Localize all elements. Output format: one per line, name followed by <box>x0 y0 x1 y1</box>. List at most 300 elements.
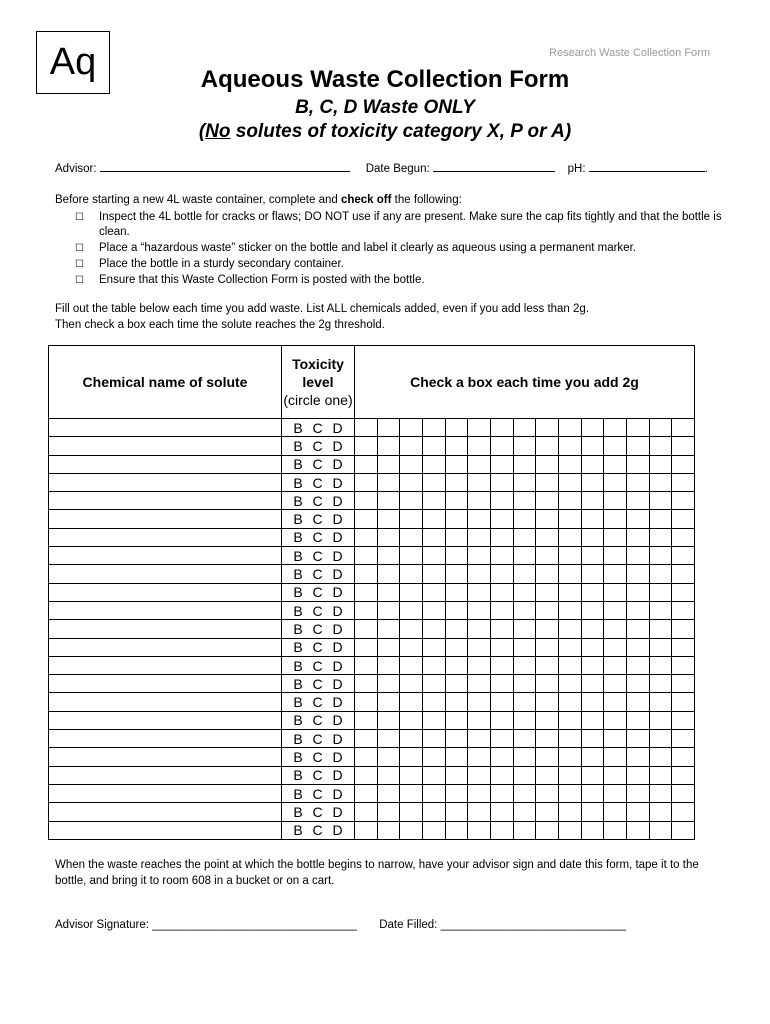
check-box-cell[interactable] <box>468 638 491 656</box>
check-box-cell[interactable] <box>558 730 581 748</box>
check-box-cell[interactable] <box>490 675 513 693</box>
check-box-cell[interactable] <box>581 675 604 693</box>
check-box-cell[interactable] <box>536 419 559 437</box>
toxicity-options-cell[interactable]: B C D <box>282 784 355 802</box>
check-box-cell[interactable] <box>672 620 695 638</box>
check-box-cell[interactable] <box>422 601 445 619</box>
check-box-cell[interactable] <box>558 784 581 802</box>
check-box-cell[interactable] <box>536 510 559 528</box>
check-box-cell[interactable] <box>422 730 445 748</box>
check-box-cell[interactable] <box>626 803 649 821</box>
check-box-cell[interactable] <box>649 638 672 656</box>
check-box-cell[interactable] <box>513 620 536 638</box>
check-box-cell[interactable] <box>513 565 536 583</box>
check-box-cell[interactable] <box>468 510 491 528</box>
check-box-cell[interactable] <box>490 821 513 839</box>
check-box-cell[interactable] <box>626 748 649 766</box>
check-box-cell[interactable] <box>422 583 445 601</box>
check-box-cell[interactable] <box>400 583 423 601</box>
toxicity-options-cell[interactable]: B C D <box>282 437 355 455</box>
check-box-cell[interactable] <box>377 656 400 674</box>
check-box-cell[interactable] <box>468 583 491 601</box>
check-box-cell[interactable] <box>581 473 604 491</box>
check-box-cell[interactable] <box>355 693 378 711</box>
toxicity-options-cell[interactable]: B C D <box>282 821 355 839</box>
check-box-cell[interactable] <box>581 638 604 656</box>
chemical-name-cell[interactable] <box>49 565 282 583</box>
chemical-name-cell[interactable] <box>49 620 282 638</box>
chemical-name-cell[interactable] <box>49 547 282 565</box>
chemical-name-cell[interactable] <box>49 638 282 656</box>
check-box-cell[interactable] <box>445 675 468 693</box>
toxicity-options-cell[interactable]: B C D <box>282 675 355 693</box>
check-box-cell[interactable] <box>604 437 627 455</box>
check-box-cell[interactable] <box>649 528 672 546</box>
check-box-cell[interactable] <box>377 730 400 748</box>
check-box-cell[interactable] <box>626 638 649 656</box>
check-box-cell[interactable] <box>355 528 378 546</box>
check-box-cell[interactable] <box>558 638 581 656</box>
check-box-cell[interactable] <box>536 656 559 674</box>
check-box-cell[interactable] <box>536 730 559 748</box>
check-box-cell[interactable] <box>355 473 378 491</box>
chemical-name-cell[interactable] <box>49 693 282 711</box>
toxicity-options-cell[interactable]: B C D <box>282 492 355 510</box>
check-box-cell[interactable] <box>445 547 468 565</box>
check-box-cell[interactable] <box>558 583 581 601</box>
check-box-cell[interactable] <box>445 419 468 437</box>
check-box-cell[interactable] <box>604 601 627 619</box>
check-box-cell[interactable] <box>536 547 559 565</box>
check-box-cell[interactable] <box>581 437 604 455</box>
check-box-cell[interactable] <box>536 766 559 784</box>
check-box-cell[interactable] <box>400 510 423 528</box>
check-box-cell[interactable] <box>558 821 581 839</box>
check-box-cell[interactable] <box>422 620 445 638</box>
check-box-cell[interactable] <box>581 510 604 528</box>
check-box-cell[interactable] <box>626 547 649 565</box>
check-box-cell[interactable] <box>626 601 649 619</box>
check-box-cell[interactable] <box>377 821 400 839</box>
check-box-cell[interactable] <box>672 656 695 674</box>
check-box-cell[interactable] <box>672 473 695 491</box>
check-box-cell[interactable] <box>445 455 468 473</box>
check-box-cell[interactable] <box>400 473 423 491</box>
chemical-name-cell[interactable] <box>49 784 282 802</box>
check-box-cell[interactable] <box>581 601 604 619</box>
check-box-cell[interactable] <box>649 437 672 455</box>
toxicity-options-cell[interactable]: B C D <box>282 510 355 528</box>
check-box-cell[interactable] <box>468 419 491 437</box>
chemical-name-cell[interactable] <box>49 803 282 821</box>
check-box-cell[interactable] <box>626 620 649 638</box>
toxicity-options-cell[interactable]: B C D <box>282 455 355 473</box>
check-box-cell[interactable] <box>513 711 536 729</box>
check-box-cell[interactable] <box>422 821 445 839</box>
check-box-cell[interactable] <box>422 748 445 766</box>
check-box-cell[interactable] <box>355 766 378 784</box>
chemical-name-cell[interactable] <box>49 601 282 619</box>
check-box-cell[interactable] <box>377 565 400 583</box>
check-box-cell[interactable] <box>490 437 513 455</box>
check-box-cell[interactable] <box>400 565 423 583</box>
check-box-cell[interactable] <box>400 547 423 565</box>
check-box-cell[interactable] <box>581 766 604 784</box>
chemical-name-cell[interactable] <box>49 510 282 528</box>
check-box-cell[interactable] <box>513 547 536 565</box>
check-box-cell[interactable] <box>377 492 400 510</box>
check-box-cell[interactable] <box>513 583 536 601</box>
check-box-cell[interactable] <box>377 601 400 619</box>
check-box-cell[interactable] <box>468 547 491 565</box>
check-box-cell[interactable] <box>626 473 649 491</box>
check-box-cell[interactable] <box>490 711 513 729</box>
check-box-cell[interactable] <box>355 803 378 821</box>
check-box-cell[interactable] <box>490 803 513 821</box>
check-box-cell[interactable] <box>558 455 581 473</box>
check-box-cell[interactable] <box>400 675 423 693</box>
check-box-cell[interactable] <box>513 492 536 510</box>
check-box-cell[interactable] <box>445 565 468 583</box>
check-box-cell[interactable] <box>513 455 536 473</box>
check-box-cell[interactable] <box>468 455 491 473</box>
ph-field[interactable] <box>589 161 705 172</box>
check-box-cell[interactable] <box>400 638 423 656</box>
check-box-cell[interactable] <box>604 748 627 766</box>
check-box-cell[interactable] <box>355 455 378 473</box>
check-box-cell[interactable] <box>513 638 536 656</box>
check-box-cell[interactable] <box>581 730 604 748</box>
check-box-cell[interactable] <box>558 547 581 565</box>
check-box-cell[interactable] <box>422 766 445 784</box>
check-box-cell[interactable] <box>536 492 559 510</box>
check-box-cell[interactable] <box>626 693 649 711</box>
check-box-cell[interactable] <box>400 601 423 619</box>
check-box-cell[interactable] <box>400 693 423 711</box>
check-box-cell[interactable] <box>355 583 378 601</box>
check-box-cell[interactable] <box>536 583 559 601</box>
toxicity-options-cell[interactable]: B C D <box>282 419 355 437</box>
check-box-cell[interactable] <box>672 693 695 711</box>
check-box-cell[interactable] <box>422 711 445 729</box>
date-begun-field[interactable] <box>433 161 555 172</box>
check-box-cell[interactable] <box>377 455 400 473</box>
check-box-cell[interactable] <box>513 473 536 491</box>
check-box-cell[interactable] <box>649 693 672 711</box>
check-box-cell[interactable] <box>400 492 423 510</box>
check-box-cell[interactable] <box>626 528 649 546</box>
check-box-cell[interactable] <box>626 419 649 437</box>
checkbox-icon[interactable]: ☐ <box>75 275 84 286</box>
checkbox-icon[interactable]: ☐ <box>75 259 84 270</box>
check-box-cell[interactable] <box>400 784 423 802</box>
check-box-cell[interactable] <box>581 620 604 638</box>
check-box-cell[interactable] <box>581 547 604 565</box>
chemical-name-cell[interactable] <box>49 473 282 491</box>
check-box-cell[interactable] <box>490 638 513 656</box>
check-box-cell[interactable] <box>445 510 468 528</box>
check-box-cell[interactable] <box>672 803 695 821</box>
check-box-cell[interactable] <box>355 565 378 583</box>
check-box-cell[interactable] <box>649 803 672 821</box>
chemical-name-cell[interactable] <box>49 492 282 510</box>
check-box-cell[interactable] <box>626 455 649 473</box>
check-box-cell[interactable] <box>355 784 378 802</box>
check-box-cell[interactable] <box>581 803 604 821</box>
chemical-name-cell[interactable] <box>49 583 282 601</box>
check-box-cell[interactable] <box>672 730 695 748</box>
check-box-cell[interactable] <box>377 473 400 491</box>
check-box-cell[interactable] <box>355 748 378 766</box>
check-box-cell[interactable] <box>558 766 581 784</box>
check-box-cell[interactable] <box>672 675 695 693</box>
check-box-cell[interactable] <box>649 711 672 729</box>
check-box-cell[interactable] <box>513 675 536 693</box>
toxicity-options-cell[interactable]: B C D <box>282 711 355 729</box>
check-box-cell[interactable] <box>468 656 491 674</box>
check-box-cell[interactable] <box>626 784 649 802</box>
check-box-cell[interactable] <box>672 437 695 455</box>
check-box-cell[interactable] <box>513 748 536 766</box>
check-box-cell[interactable] <box>377 693 400 711</box>
check-box-cell[interactable] <box>445 711 468 729</box>
check-box-cell[interactable] <box>377 748 400 766</box>
check-box-cell[interactable] <box>626 437 649 455</box>
check-box-cell[interactable] <box>672 547 695 565</box>
check-box-cell[interactable] <box>604 693 627 711</box>
check-box-cell[interactable] <box>468 620 491 638</box>
toxicity-options-cell[interactable]: B C D <box>282 601 355 619</box>
check-box-cell[interactable] <box>672 492 695 510</box>
check-box-cell[interactable] <box>604 675 627 693</box>
chemical-name-cell[interactable] <box>49 455 282 473</box>
check-box-cell[interactable] <box>445 821 468 839</box>
check-box-cell[interactable] <box>377 510 400 528</box>
toxicity-options-cell[interactable]: B C D <box>282 638 355 656</box>
check-box-cell[interactable] <box>355 419 378 437</box>
check-box-cell[interactable] <box>468 821 491 839</box>
check-box-cell[interactable] <box>536 528 559 546</box>
check-box-cell[interactable] <box>604 766 627 784</box>
check-box-cell[interactable] <box>422 675 445 693</box>
check-box-cell[interactable] <box>490 419 513 437</box>
check-box-cell[interactable] <box>490 547 513 565</box>
check-box-cell[interactable] <box>649 601 672 619</box>
check-box-cell[interactable] <box>581 419 604 437</box>
check-box-cell[interactable] <box>445 473 468 491</box>
check-box-cell[interactable] <box>422 528 445 546</box>
check-box-cell[interactable] <box>536 784 559 802</box>
check-box-cell[interactable] <box>422 693 445 711</box>
check-box-cell[interactable] <box>513 528 536 546</box>
check-box-cell[interactable] <box>558 693 581 711</box>
check-box-cell[interactable] <box>604 565 627 583</box>
check-box-cell[interactable] <box>377 583 400 601</box>
check-box-cell[interactable] <box>377 528 400 546</box>
check-box-cell[interactable] <box>536 473 559 491</box>
check-box-cell[interactable] <box>604 638 627 656</box>
signature-field[interactable]: ________________________________ <box>152 919 357 931</box>
date-filled-field[interactable]: _____________________________ <box>440 919 627 931</box>
check-box-cell[interactable] <box>422 638 445 656</box>
check-box-cell[interactable] <box>604 583 627 601</box>
check-box-cell[interactable] <box>400 730 423 748</box>
check-box-cell[interactable] <box>536 693 559 711</box>
check-box-cell[interactable] <box>468 675 491 693</box>
check-box-cell[interactable] <box>513 419 536 437</box>
toxicity-options-cell[interactable]: B C D <box>282 748 355 766</box>
check-box-cell[interactable] <box>355 656 378 674</box>
check-box-cell[interactable] <box>672 510 695 528</box>
check-box-cell[interactable] <box>400 437 423 455</box>
check-box-cell[interactable] <box>558 675 581 693</box>
check-box-cell[interactable] <box>626 675 649 693</box>
checkbox-icon[interactable]: ☐ <box>75 212 84 223</box>
check-box-cell[interactable] <box>626 766 649 784</box>
check-box-cell[interactable] <box>355 638 378 656</box>
check-box-cell[interactable] <box>445 693 468 711</box>
check-box-cell[interactable] <box>558 601 581 619</box>
check-box-cell[interactable] <box>604 821 627 839</box>
check-box-cell[interactable] <box>581 528 604 546</box>
check-box-cell[interactable] <box>558 419 581 437</box>
check-box-cell[interactable] <box>355 601 378 619</box>
check-box-cell[interactable] <box>649 583 672 601</box>
chemical-name-cell[interactable] <box>49 711 282 729</box>
check-box-cell[interactable] <box>422 784 445 802</box>
check-box-cell[interactable] <box>422 492 445 510</box>
check-box-cell[interactable] <box>400 821 423 839</box>
check-box-cell[interactable] <box>422 547 445 565</box>
check-box-cell[interactable] <box>400 656 423 674</box>
check-box-cell[interactable] <box>377 419 400 437</box>
check-box-cell[interactable] <box>558 748 581 766</box>
check-box-cell[interactable] <box>604 656 627 674</box>
check-box-cell[interactable] <box>445 730 468 748</box>
check-box-cell[interactable] <box>604 528 627 546</box>
check-box-cell[interactable] <box>468 784 491 802</box>
check-box-cell[interactable] <box>377 711 400 729</box>
chemical-name-cell[interactable] <box>49 748 282 766</box>
check-box-cell[interactable] <box>604 419 627 437</box>
check-box-cell[interactable] <box>649 748 672 766</box>
check-box-cell[interactable] <box>355 437 378 455</box>
check-box-cell[interactable] <box>626 656 649 674</box>
check-box-cell[interactable] <box>604 711 627 729</box>
check-box-cell[interactable] <box>672 748 695 766</box>
chemical-name-cell[interactable] <box>49 437 282 455</box>
check-box-cell[interactable] <box>672 638 695 656</box>
check-box-cell[interactable] <box>626 583 649 601</box>
check-box-cell[interactable] <box>649 821 672 839</box>
check-box-cell[interactable] <box>422 656 445 674</box>
chemical-name-cell[interactable] <box>49 419 282 437</box>
check-box-cell[interactable] <box>672 565 695 583</box>
check-box-cell[interactable] <box>490 693 513 711</box>
check-box-cell[interactable] <box>377 638 400 656</box>
check-box-cell[interactable] <box>536 601 559 619</box>
check-box-cell[interactable] <box>400 419 423 437</box>
check-box-cell[interactable] <box>490 492 513 510</box>
toxicity-options-cell[interactable]: B C D <box>282 656 355 674</box>
check-box-cell[interactable] <box>536 437 559 455</box>
check-box-cell[interactable] <box>490 784 513 802</box>
check-box-cell[interactable] <box>377 547 400 565</box>
check-box-cell[interactable] <box>513 803 536 821</box>
check-box-cell[interactable] <box>649 547 672 565</box>
check-box-cell[interactable] <box>513 784 536 802</box>
check-box-cell[interactable] <box>355 492 378 510</box>
check-box-cell[interactable] <box>558 492 581 510</box>
check-box-cell[interactable] <box>513 693 536 711</box>
check-box-cell[interactable] <box>355 547 378 565</box>
toxicity-options-cell[interactable]: B C D <box>282 565 355 583</box>
check-box-cell[interactable] <box>672 528 695 546</box>
check-box-cell[interactable] <box>649 419 672 437</box>
check-box-cell[interactable] <box>581 583 604 601</box>
toxicity-options-cell[interactable]: B C D <box>282 803 355 821</box>
check-box-cell[interactable] <box>581 711 604 729</box>
check-box-cell[interactable] <box>513 766 536 784</box>
check-box-cell[interactable] <box>400 711 423 729</box>
check-box-cell[interactable] <box>468 492 491 510</box>
check-box-cell[interactable] <box>422 437 445 455</box>
check-box-cell[interactable] <box>377 675 400 693</box>
chemical-name-cell[interactable] <box>49 675 282 693</box>
chemical-name-cell[interactable] <box>49 766 282 784</box>
check-box-cell[interactable] <box>355 510 378 528</box>
check-box-cell[interactable] <box>422 510 445 528</box>
check-box-cell[interactable] <box>649 492 672 510</box>
check-box-cell[interactable] <box>581 455 604 473</box>
check-box-cell[interactable] <box>604 473 627 491</box>
check-box-cell[interactable] <box>536 565 559 583</box>
toxicity-options-cell[interactable]: B C D <box>282 730 355 748</box>
check-box-cell[interactable] <box>490 528 513 546</box>
check-box-cell[interactable] <box>468 473 491 491</box>
check-box-cell[interactable] <box>490 656 513 674</box>
check-box-cell[interactable] <box>581 693 604 711</box>
check-box-cell[interactable] <box>672 583 695 601</box>
check-box-cell[interactable] <box>649 620 672 638</box>
check-box-cell[interactable] <box>355 620 378 638</box>
check-box-cell[interactable] <box>581 784 604 802</box>
check-box-cell[interactable] <box>604 492 627 510</box>
check-box-cell[interactable] <box>536 455 559 473</box>
check-box-cell[interactable] <box>672 711 695 729</box>
check-box-cell[interactable] <box>445 583 468 601</box>
advisor-field[interactable] <box>100 161 350 172</box>
toxicity-options-cell[interactable]: B C D <box>282 620 355 638</box>
check-box-cell[interactable] <box>445 766 468 784</box>
check-box-cell[interactable] <box>536 711 559 729</box>
check-box-cell[interactable] <box>649 510 672 528</box>
toxicity-options-cell[interactable]: B C D <box>282 766 355 784</box>
check-box-cell[interactable] <box>445 748 468 766</box>
check-box-cell[interactable] <box>468 748 491 766</box>
check-box-cell[interactable] <box>581 492 604 510</box>
check-box-cell[interactable] <box>445 784 468 802</box>
check-box-cell[interactable] <box>649 675 672 693</box>
check-box-cell[interactable] <box>400 620 423 638</box>
toxicity-options-cell[interactable]: B C D <box>282 547 355 565</box>
check-box-cell[interactable] <box>490 730 513 748</box>
check-box-cell[interactable] <box>355 821 378 839</box>
chemical-name-cell[interactable] <box>49 528 282 546</box>
check-box-cell[interactable] <box>536 638 559 656</box>
check-box-cell[interactable] <box>445 437 468 455</box>
toxicity-options-cell[interactable]: B C D <box>282 473 355 491</box>
